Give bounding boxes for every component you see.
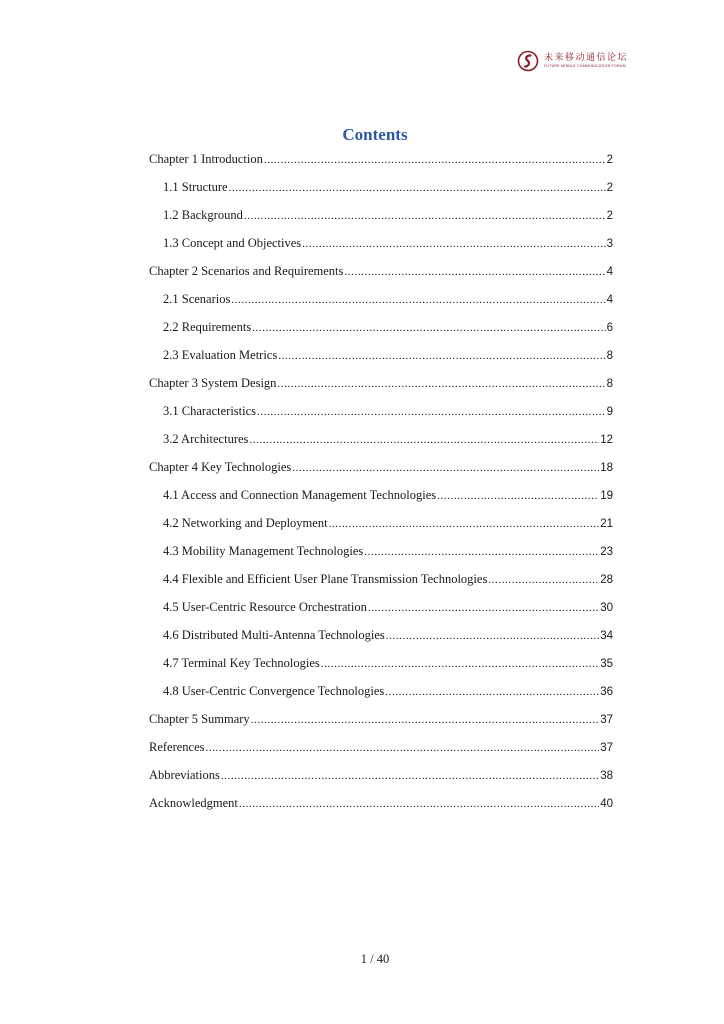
toc-entry-label: Chapter 5 Summary xyxy=(149,712,250,726)
toc-entry[interactable] xyxy=(163,628,613,648)
toc-entry-page: 35 xyxy=(600,658,613,670)
toc-entry[interactable] xyxy=(163,432,613,452)
toc-leader-dots xyxy=(252,322,605,334)
toc-entry[interactable] xyxy=(149,796,613,816)
toc-entry[interactable] xyxy=(163,348,613,368)
toc-entry[interactable] xyxy=(149,740,613,760)
toc-entry[interactable] xyxy=(163,572,613,592)
toc-leader-dots xyxy=(206,742,600,754)
page-number: 1 / 40 xyxy=(360,952,390,966)
toc-leader-dots xyxy=(321,658,599,670)
forum-logo xyxy=(517,49,639,73)
toc-entry[interactable] xyxy=(163,404,613,424)
toc-entry[interactable] xyxy=(149,152,613,172)
toc-leader-dots xyxy=(277,378,605,390)
toc-entry[interactable] xyxy=(163,600,613,620)
toc-leader-dots xyxy=(364,546,599,558)
toc-entry[interactable] xyxy=(149,712,613,732)
toc-leader-dots xyxy=(264,154,606,166)
toc-entry-label: 4.4 Flexible and Efficient User Plane Transmission Technologies xyxy=(163,572,488,586)
toc-entry-label: 3.1 Characteristics xyxy=(163,404,257,418)
toc-leader-dots xyxy=(368,602,599,614)
toc-leader-dots xyxy=(344,266,605,278)
toc-entry-page: 23 xyxy=(600,546,613,558)
toc-entry-label: Chapter 3 System Design xyxy=(149,376,277,390)
toc-entry-label: Acknowledgment xyxy=(149,796,238,810)
toc-entry-page: 38 xyxy=(600,770,613,782)
toc-entry-page: 40 xyxy=(600,798,613,810)
toc-entry[interactable] xyxy=(163,656,613,676)
toc-entry-label: 4.7 Terminal Key Technologies xyxy=(163,656,320,670)
forum-logo-icon xyxy=(517,50,539,72)
toc-leader-dots xyxy=(221,770,599,782)
toc-entry-page: 6 xyxy=(606,322,613,334)
toc-entry-page: 37 xyxy=(600,742,613,754)
toc-entry[interactable] xyxy=(149,768,613,788)
toc-entry-label: Chapter 2 Scenarios and Requirements xyxy=(149,264,344,278)
toc-entry-page: 4 xyxy=(606,294,613,306)
toc-leader-dots xyxy=(251,714,600,726)
toc-entry-page: 4 xyxy=(606,266,613,278)
toc-entry-label: Chapter 1 Introduction xyxy=(149,152,263,166)
toc-entry-label: 2.3 Evaluation Metrics xyxy=(163,348,278,362)
toc-entry-page: 28 xyxy=(600,574,613,586)
toc-leader-dots xyxy=(249,434,599,446)
toc-entry-page: 34 xyxy=(600,630,613,642)
toc-entry-label: 2.1 Scenarios xyxy=(163,292,231,306)
toc-entry[interactable] xyxy=(149,264,613,284)
toc-entry[interactable] xyxy=(149,376,613,396)
toc-entry-label: 1.3 Concept and Objectives xyxy=(163,236,302,250)
toc-entry[interactable] xyxy=(163,236,613,256)
toc-leader-dots xyxy=(385,686,599,698)
toc-entry-page: 2 xyxy=(606,154,613,166)
toc-entry-label: 4.8 User-Centric Convergence Technologies xyxy=(163,684,385,698)
toc-entry-label: 1.1 Structure xyxy=(163,180,228,194)
toc-entry-label: 4.3 Mobility Management Technologies xyxy=(163,544,364,558)
toc-leader-dots xyxy=(386,630,599,642)
toc-entry-page: 19 xyxy=(600,490,613,502)
toc-entry-label: 1.2 Background xyxy=(163,208,243,222)
toc-entry[interactable] xyxy=(163,320,613,340)
toc-entry-page: 36 xyxy=(600,686,613,698)
toc-entry[interactable] xyxy=(163,292,613,312)
toc-entry-page: 2 xyxy=(606,182,613,194)
toc-entry-label: 4.5 User-Centric Resource Orchestration xyxy=(163,600,367,614)
toc-entry-page: 8 xyxy=(606,378,613,390)
toc-entry-label: 3.2 Architectures xyxy=(163,432,249,446)
toc-leader-dots xyxy=(292,462,599,474)
toc-entry[interactable] xyxy=(163,544,613,564)
logo-english-name: FUTURE MOBILE COMMUNICATION FORUM xyxy=(544,63,626,68)
logo-text xyxy=(544,54,628,69)
toc-entry-page: 18 xyxy=(600,462,613,474)
toc-entry-label: Abbreviations xyxy=(149,768,220,782)
toc-entry-page: 30 xyxy=(600,602,613,614)
toc-entry[interactable] xyxy=(163,684,613,704)
toc-leader-dots xyxy=(488,574,599,586)
toc-entry[interactable] xyxy=(163,208,613,228)
toc-leader-dots xyxy=(229,182,606,194)
toc-entry-label: 4.6 Distributed Multi-Antenna Technologies xyxy=(163,628,385,642)
toc-entry-page: 8 xyxy=(606,350,613,362)
toc-entry[interactable] xyxy=(163,516,613,536)
toc-entry[interactable] xyxy=(163,180,613,200)
toc-leader-dots xyxy=(437,490,599,502)
toc-entry[interactable] xyxy=(163,488,613,508)
toc-leader-dots xyxy=(278,350,605,362)
toc-entry-page: 2 xyxy=(606,210,613,222)
toc-entry-page: 37 xyxy=(600,714,613,726)
toc-leader-dots xyxy=(239,798,599,810)
toc-leader-dots xyxy=(302,238,605,250)
toc-leader-dots xyxy=(244,210,606,222)
toc-leader-dots xyxy=(257,406,606,418)
toc-entry-label: Chapter 4 Key Technologies xyxy=(149,460,292,474)
page-title: Contents xyxy=(342,125,408,144)
toc-leader-dots xyxy=(329,518,600,530)
toc-entry-label: 2.2 Requirements xyxy=(163,320,252,334)
toc-entry-page: 12 xyxy=(600,434,613,446)
toc-entry-label: 4.2 Networking and Deployment xyxy=(163,516,328,530)
toc-entry-page: 9 xyxy=(606,406,613,418)
toc-entry-label: References xyxy=(149,740,205,754)
toc-entry-page: 3 xyxy=(606,238,613,250)
logo-chinese-name: 未来移动通信论坛 xyxy=(544,52,629,63)
toc-entry-label: 4.1 Access and Connection Management Technologies xyxy=(163,488,437,502)
toc-leader-dots xyxy=(231,294,605,306)
toc-entry-page: 21 xyxy=(600,518,613,530)
toc-entry[interactable] xyxy=(149,460,613,480)
